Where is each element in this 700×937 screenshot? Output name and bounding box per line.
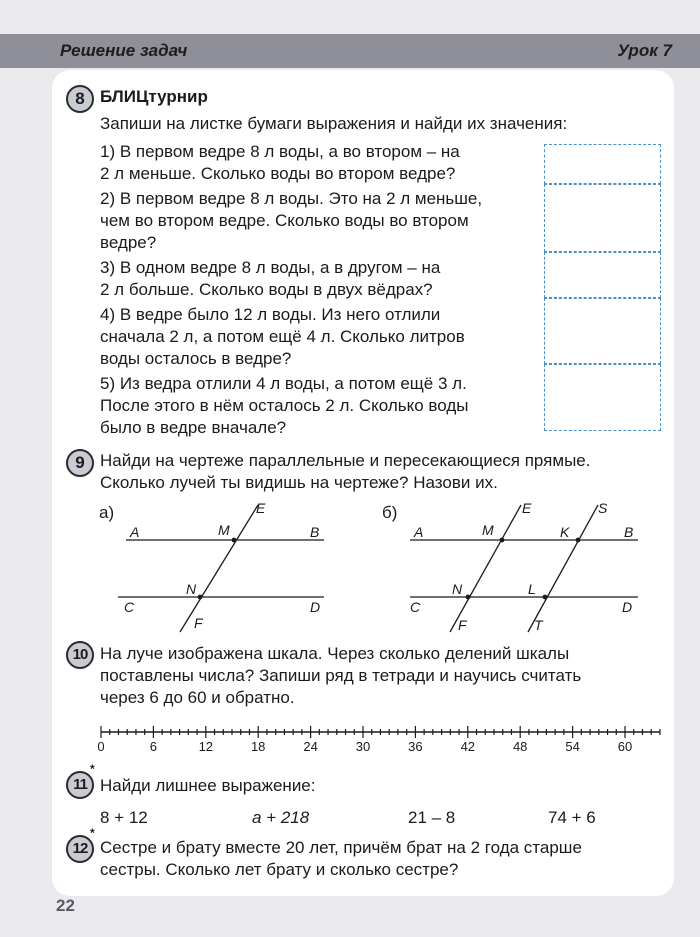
point-label: N (452, 581, 463, 597)
task-12-star: * (90, 826, 95, 840)
task-10-line: поставлены числа? Запиши ряд в тетради и научись считать (100, 666, 582, 685)
point-label: C (124, 599, 135, 615)
point-label: D (310, 599, 321, 615)
point-label: S (598, 500, 608, 516)
task-8-line: ведре? (100, 233, 157, 252)
task-12-number: 12 (66, 835, 94, 863)
task-9-line: Сколько лучей ты видишь на чертеже? Назови их. (100, 473, 498, 492)
scale-label: 12 (198, 739, 214, 754)
scale-label: 54 (565, 739, 580, 754)
point-label: M (218, 522, 230, 538)
task-8-line: 2 л меньше. Сколько воды во втором ведре? (100, 164, 456, 183)
point-label: F (194, 615, 203, 631)
point-label: E (522, 500, 532, 516)
scale-label: 36 (408, 739, 423, 754)
page-number: 22 (56, 896, 75, 915)
scale-label: 6 (149, 739, 158, 754)
task-8-line: чем во втором ведре. Сколько воды во втором (100, 211, 469, 230)
scale-label: 18 (250, 739, 266, 754)
point-label: N (186, 581, 197, 597)
header-lesson: Урок 7 (617, 41, 672, 60)
scale-label: 24 (303, 739, 318, 754)
header-topic: Решение задач (60, 41, 188, 60)
expression: a + 218 (252, 808, 310, 827)
task-8-line: сначала 2 л, а потом ещё 4 л. Сколько литров (100, 327, 465, 346)
expression: 74 + 6 (548, 808, 596, 827)
task-8-line: 2 л больше. Сколько воды в двух вёдрах? (100, 280, 433, 299)
task-10-number: 10 (66, 641, 94, 669)
expression: 8 + 12 (100, 808, 148, 827)
task-11-text: Найди лишнее выражение: (100, 776, 316, 795)
point-label: E (256, 500, 266, 516)
task-8-intro: Запиши на листке бумаги выражения и найди их значения: (100, 114, 568, 133)
task-11-star: * (90, 762, 95, 776)
task-10-line: На луче изображена шкала. Через сколько делений шкалы (100, 644, 570, 663)
scale-label: 60 (617, 739, 633, 754)
scale-label: 30 (355, 739, 371, 754)
task-8-line: 4) В ведре было 12 л воды. Из него отлили (100, 305, 441, 324)
scale-label: 48 (512, 739, 528, 754)
task-8-line: После этого в нём осталось 2 л. Сколько воды (100, 396, 469, 415)
scale-label: 42 (460, 739, 476, 754)
point-label: K (560, 524, 570, 540)
task-8-line: было в ведре вначале? (100, 418, 287, 437)
point-label: B (310, 524, 320, 540)
task-8-line: 1) В первом ведре 8 л воды, а во втором – на (100, 142, 460, 161)
point-label: D (622, 599, 633, 615)
point-label: L (528, 581, 536, 597)
point-label: T (534, 617, 543, 633)
point-label: F (458, 617, 467, 633)
point-label: M (482, 522, 494, 538)
point-label: A (414, 524, 424, 540)
point-label: A (130, 524, 140, 540)
scale-label: 0 (97, 739, 105, 754)
task-10-line: через 6 до 60 и обратно. (100, 688, 295, 707)
expression: 21 – 8 (408, 808, 456, 827)
task-8-title: БЛИЦтурнир (100, 87, 208, 106)
task-11-number: 11 (66, 771, 94, 799)
figure-a-label: а) (99, 503, 115, 522)
task-8-line: 3) В одном ведре 8 л воды, а в другом – на (100, 258, 441, 277)
task-8-line: воды осталось в ведре? (100, 349, 292, 368)
task-12-line: сестры. Сколько лет брату и сколько сестре? (100, 860, 459, 879)
task-12-line: Сестре и брату вместе 20 лет, причём брат на 2 года старше (100, 838, 582, 857)
point-label: C (410, 599, 421, 615)
point-label: B (624, 524, 634, 540)
task-8-line: 2) В первом ведре 8 л воды. Это на 2 л меньше, (100, 189, 483, 208)
task-8-line: 5) Из ведра отлили 4 л воды, а потом ещё 3 л. (100, 374, 467, 393)
task-9-number: 9 (66, 449, 94, 477)
task-8-number: 8 (66, 85, 94, 113)
figure-b-label: б) (382, 503, 398, 522)
task-9-line: Найди на чертеже параллельные и пересекающиеся прямые. (100, 451, 591, 470)
